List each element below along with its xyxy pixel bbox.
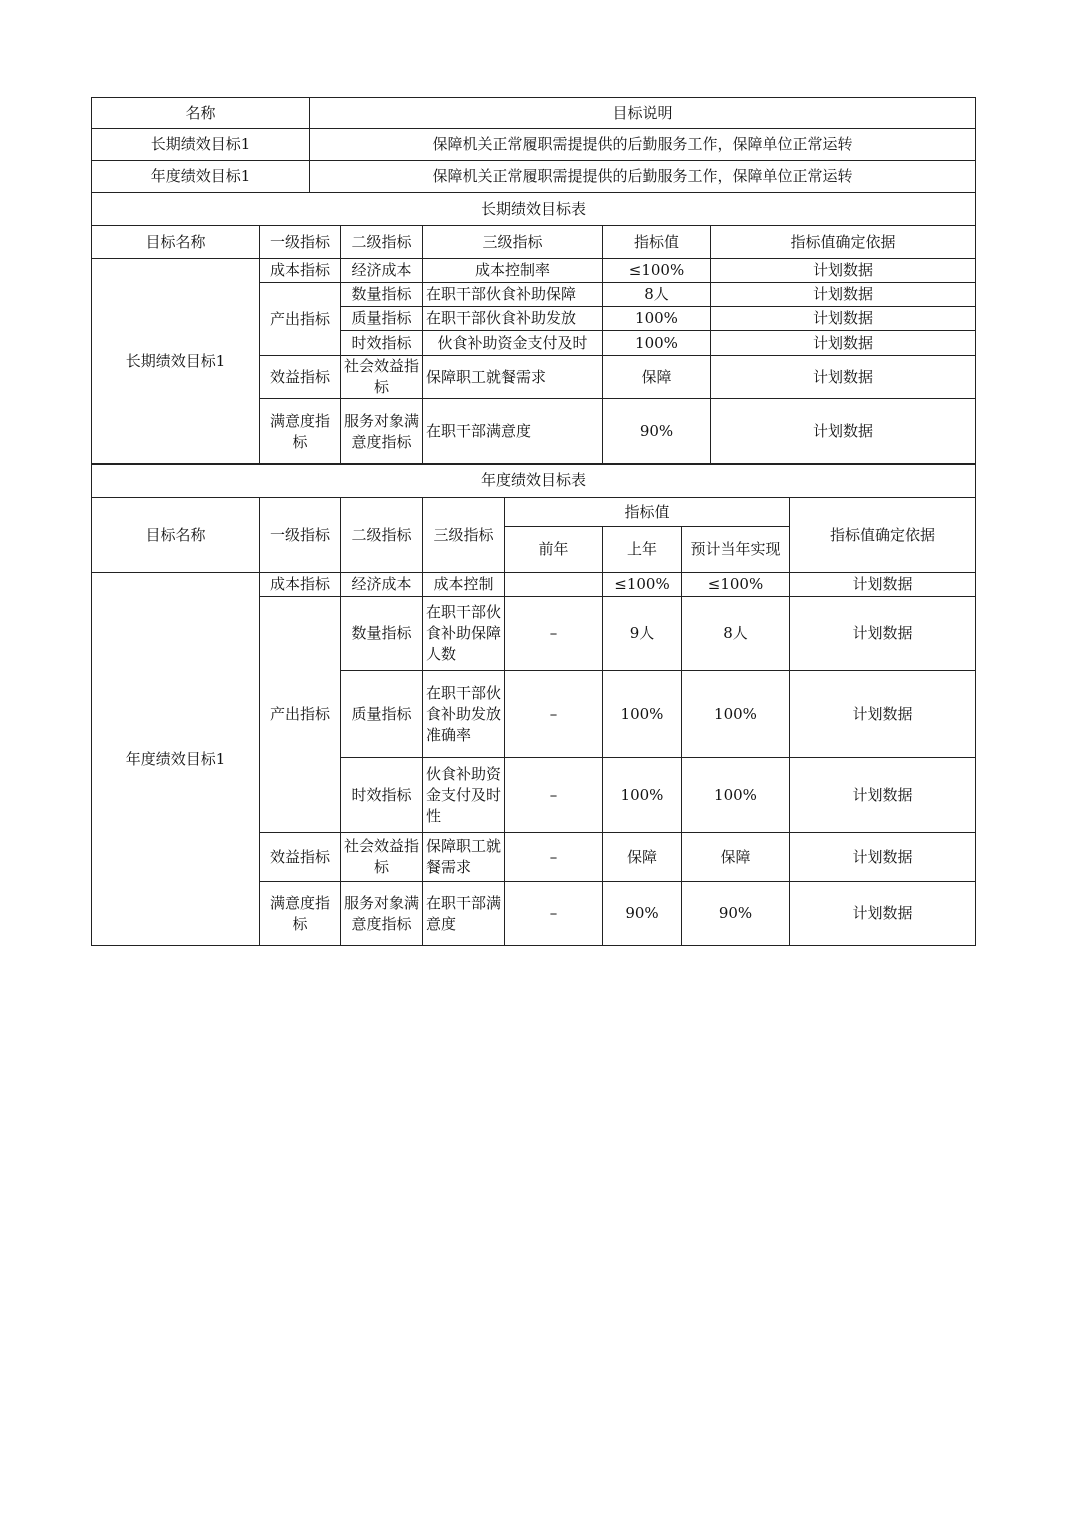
year-before-last-cell: – — [505, 597, 603, 671]
last-year-cell: 9人 — [603, 597, 682, 671]
header-level2: 二级指标 — [341, 498, 423, 573]
table-row — [92, 161, 976, 193]
level2-cell: 质量指标 — [341, 671, 423, 758]
header-basis: 指标值确定依据 — [711, 226, 976, 259]
level3-cell: 保障职工就餐需求 — [423, 356, 603, 399]
value-cell: 90% — [603, 399, 711, 465]
table-header-row — [92, 226, 976, 259]
long-term-goal-name: 长期绩效目标1 — [92, 259, 260, 465]
annual-table-title: 年度绩效目标表 — [92, 464, 976, 498]
basis-cell: 计划数据 — [711, 399, 976, 465]
header-goal-description: 目标说明 — [310, 98, 976, 129]
expected-current-cell: 100% — [682, 758, 790, 833]
level1-benefit: 效益指标 — [260, 356, 341, 399]
basis-cell: 计划数据 — [790, 597, 976, 671]
basis-cell: 计划数据 — [711, 307, 976, 331]
table-title-row — [92, 464, 976, 498]
last-year-cell: 保障 — [603, 833, 682, 882]
header-last-year: 上年 — [603, 527, 682, 573]
table-row — [92, 573, 976, 597]
last-year-cell: ≤100% — [603, 573, 682, 597]
basis-cell: 计划数据 — [790, 833, 976, 882]
header-goal-name: 目标名称 — [92, 226, 260, 259]
header-goal-name: 目标名称 — [92, 498, 260, 573]
level3-cell: 保障职工就餐需求 — [423, 833, 505, 882]
level2-cell: 数量指标 — [341, 283, 423, 307]
last-year-cell: 100% — [603, 671, 682, 758]
expected-current-cell: 90% — [682, 882, 790, 946]
basis-cell: 计划数据 — [711, 356, 976, 399]
level3-cell: 成本控制率 — [423, 259, 603, 283]
value-cell: 100% — [603, 307, 711, 331]
level2-cell: 社会效益指标 — [341, 833, 423, 882]
level1-cost: 成本指标 — [260, 573, 341, 597]
level2-cell: 服务对象满意度指标 — [341, 399, 423, 465]
last-year-cell: 90% — [603, 882, 682, 946]
year-before-last-cell: – — [505, 833, 603, 882]
header-level3: 三级指标 — [423, 226, 603, 259]
level2-cell: 服务对象满意度指标 — [341, 882, 423, 946]
annual-goal-name: 年度绩效目标1 — [92, 573, 260, 946]
table-row — [92, 259, 976, 283]
header-value-group: 指标值 — [505, 498, 790, 527]
level3-cell: 在职干部满意度 — [423, 882, 505, 946]
level2-cell: 时效指标 — [341, 331, 423, 356]
level3-cell: 在职干部伙食补助发放准确率 — [423, 671, 505, 758]
last-year-cell: 100% — [603, 758, 682, 833]
level1-benefit: 效益指标 — [260, 833, 341, 882]
level3-cell: 在职干部满意度 — [423, 399, 603, 465]
table-title-row — [92, 193, 976, 226]
table-header-row — [92, 498, 976, 527]
level2-cell: 数量指标 — [341, 597, 423, 671]
header-level2: 二级指标 — [341, 226, 423, 259]
goal-name-cell: 年度绩效目标1 — [92, 161, 310, 193]
long-term-goal-table — [91, 192, 976, 465]
header-basis: 指标值确定依据 — [790, 498, 976, 573]
header-name: 名称 — [92, 98, 310, 129]
expected-current-cell: 保障 — [682, 833, 790, 882]
level1-cost: 成本指标 — [260, 259, 341, 283]
level3-cell: 成本控制 — [423, 573, 505, 597]
level1-satisfaction: 满意度指标 — [260, 882, 341, 946]
goal-summary-table — [91, 97, 976, 193]
basis-cell: 计划数据 — [711, 283, 976, 307]
year-before-last-cell: – — [505, 882, 603, 946]
value-cell: 100% — [603, 331, 711, 356]
header-level3: 三级指标 — [423, 498, 505, 573]
basis-cell: 计划数据 — [790, 573, 976, 597]
goal-description-cell: 保障机关正常履职需提提供的后勤服务工作，保障单位正常运转 — [310, 129, 976, 161]
header-expected-current: 预计当年实现 — [682, 527, 790, 573]
level2-cell: 质量指标 — [341, 307, 423, 331]
level1-output: 产出指标 — [260, 597, 341, 833]
basis-cell: 计划数据 — [790, 671, 976, 758]
level3-cell: 在职干部伙食补助保障 — [423, 283, 603, 307]
expected-current-cell: 8人 — [682, 597, 790, 671]
level1-satisfaction: 满意度指标 — [260, 399, 341, 465]
value-cell: 保障 — [603, 356, 711, 399]
basis-cell: 计划数据 — [711, 259, 976, 283]
level3-cell: 在职干部伙食补助保障人数 — [423, 597, 505, 671]
level3-cell: 在职干部伙食补助发放 — [423, 307, 603, 331]
year-before-last-cell: – — [505, 758, 603, 833]
goal-name-cell: 长期绩效目标1 — [92, 129, 310, 161]
level2-cell: 经济成本 — [341, 573, 423, 597]
basis-cell: 计划数据 — [790, 758, 976, 833]
header-value: 指标值 — [603, 226, 711, 259]
value-cell: ≤100% — [603, 259, 711, 283]
level2-cell: 经济成本 — [341, 259, 423, 283]
table-row — [92, 129, 976, 161]
annual-goal-table — [91, 463, 976, 946]
basis-cell: 计划数据 — [711, 331, 976, 356]
year-before-last-cell — [505, 573, 603, 597]
header-level1: 一级指标 — [260, 226, 341, 259]
goal-description-cell: 保障机关正常履职需提提供的后勤服务工作，保障单位正常运转 — [310, 161, 976, 193]
value-cell: 8人 — [603, 283, 711, 307]
header-level1: 一级指标 — [260, 498, 341, 573]
level3-cell: 伙食补助资金支付及时 — [423, 331, 603, 356]
expected-current-cell: 100% — [682, 671, 790, 758]
year-before-last-cell: – — [505, 671, 603, 758]
level2-cell: 社会效益指标 — [341, 356, 423, 399]
table-header-row — [92, 98, 976, 129]
long-term-table-title: 长期绩效目标表 — [92, 193, 976, 226]
level1-output: 产出指标 — [260, 283, 341, 356]
basis-cell: 计划数据 — [790, 882, 976, 946]
header-year-before-last: 前年 — [505, 527, 603, 573]
level3-cell: 伙食补助资金支付及时性 — [423, 758, 505, 833]
expected-current-cell: ≤100% — [682, 573, 790, 597]
level2-cell: 时效指标 — [341, 758, 423, 833]
